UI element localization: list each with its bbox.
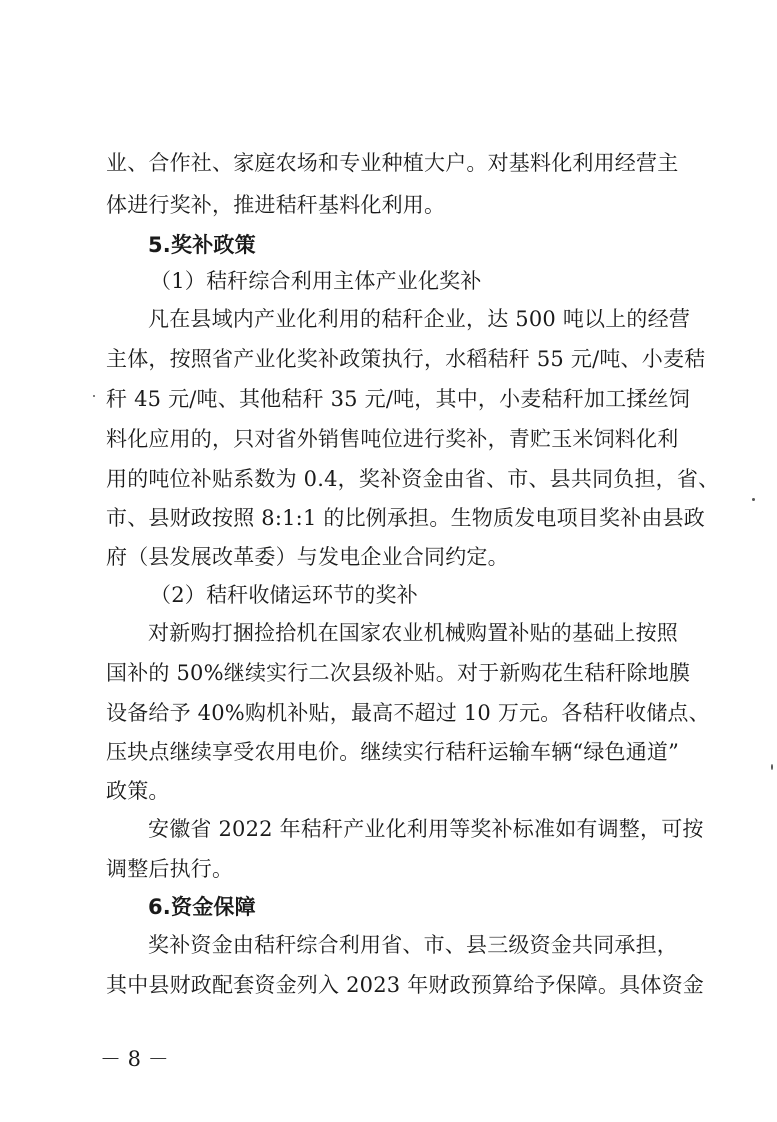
paragraph-line: 业、合作社、家庭农场和专业种植大户。对基料化利用经营主: [106, 151, 679, 175]
paragraph-line: 调整后执行。: [106, 857, 234, 881]
paragraph-line: 其中县财政配套资金列入 2023 年财政预算给予保障。具体资金: [106, 973, 704, 997]
paragraph-line: 压块点继续享受农用电价。继续实行秸秆运输车辆“绿色通道”: [106, 740, 680, 764]
section-heading-6: 6.资金保障: [148, 895, 256, 919]
paragraph-line: 体进行奖补，推进秸秆基料化利用。: [106, 193, 446, 217]
paragraph-line: 政策。: [106, 779, 170, 803]
paragraph-line: 秆 45 元/吨、其他秸秆 35 元/吨，其中，小麦秸秆加工揉丝饲: [106, 387, 690, 411]
scan-speck: [93, 395, 95, 397]
page-number: － 8 －: [100, 1047, 169, 1071]
paragraph-line: 府（县发展改革委）与发电企业合同约定。: [106, 545, 509, 569]
paragraph-line: 料化应用的，只对省外销售吨位进行奖补，青贮玉米饲料化利: [106, 427, 679, 451]
paragraph-line: 凡在县域内产业化利用的秸秆企业，达 500 吨以上的经营: [148, 307, 691, 331]
scan-speck: [771, 764, 773, 770]
section-heading-5: 5.奖补政策: [148, 233, 256, 257]
scan-speck: [752, 498, 755, 501]
paragraph-line: 国补的 50%继续实行二次县级补贴。对于新购花生秸秆除地膜: [106, 661, 691, 685]
paragraph-line: 设备给予 40%购机补贴，最高不超过 10 万元。各秸秆收储点、: [106, 701, 710, 725]
paragraph-line: 安徽省 2022 年秸秆产业化利用等奖补标准如有调整，可按: [148, 817, 704, 841]
paragraph-line: 主体，按照省产业化奖补政策执行，水稻秸秆 55 元/吨、小麦秸: [106, 347, 706, 371]
subsection-heading-2: （2）秸秆收储运环节的奖补: [150, 583, 418, 607]
paragraph-line: 用的吨位补贴系数为 0.4，奖补资金由省、市、县共同负担，省、: [106, 467, 720, 491]
paragraph-line: 市、县财政按照 8:1:1 的比例承担。生物质发电项目奖补由县政: [106, 506, 705, 530]
paragraph-line: 对新购打捆捡拾机在国家农业机械购置补贴的基础上按照: [148, 621, 678, 645]
paragraph-line: 奖补资金由秸秆综合利用省、市、县三级资金共同承担，: [148, 933, 678, 957]
subsection-heading-1: （1）秸秆综合利用主体产业化奖补: [150, 269, 482, 293]
